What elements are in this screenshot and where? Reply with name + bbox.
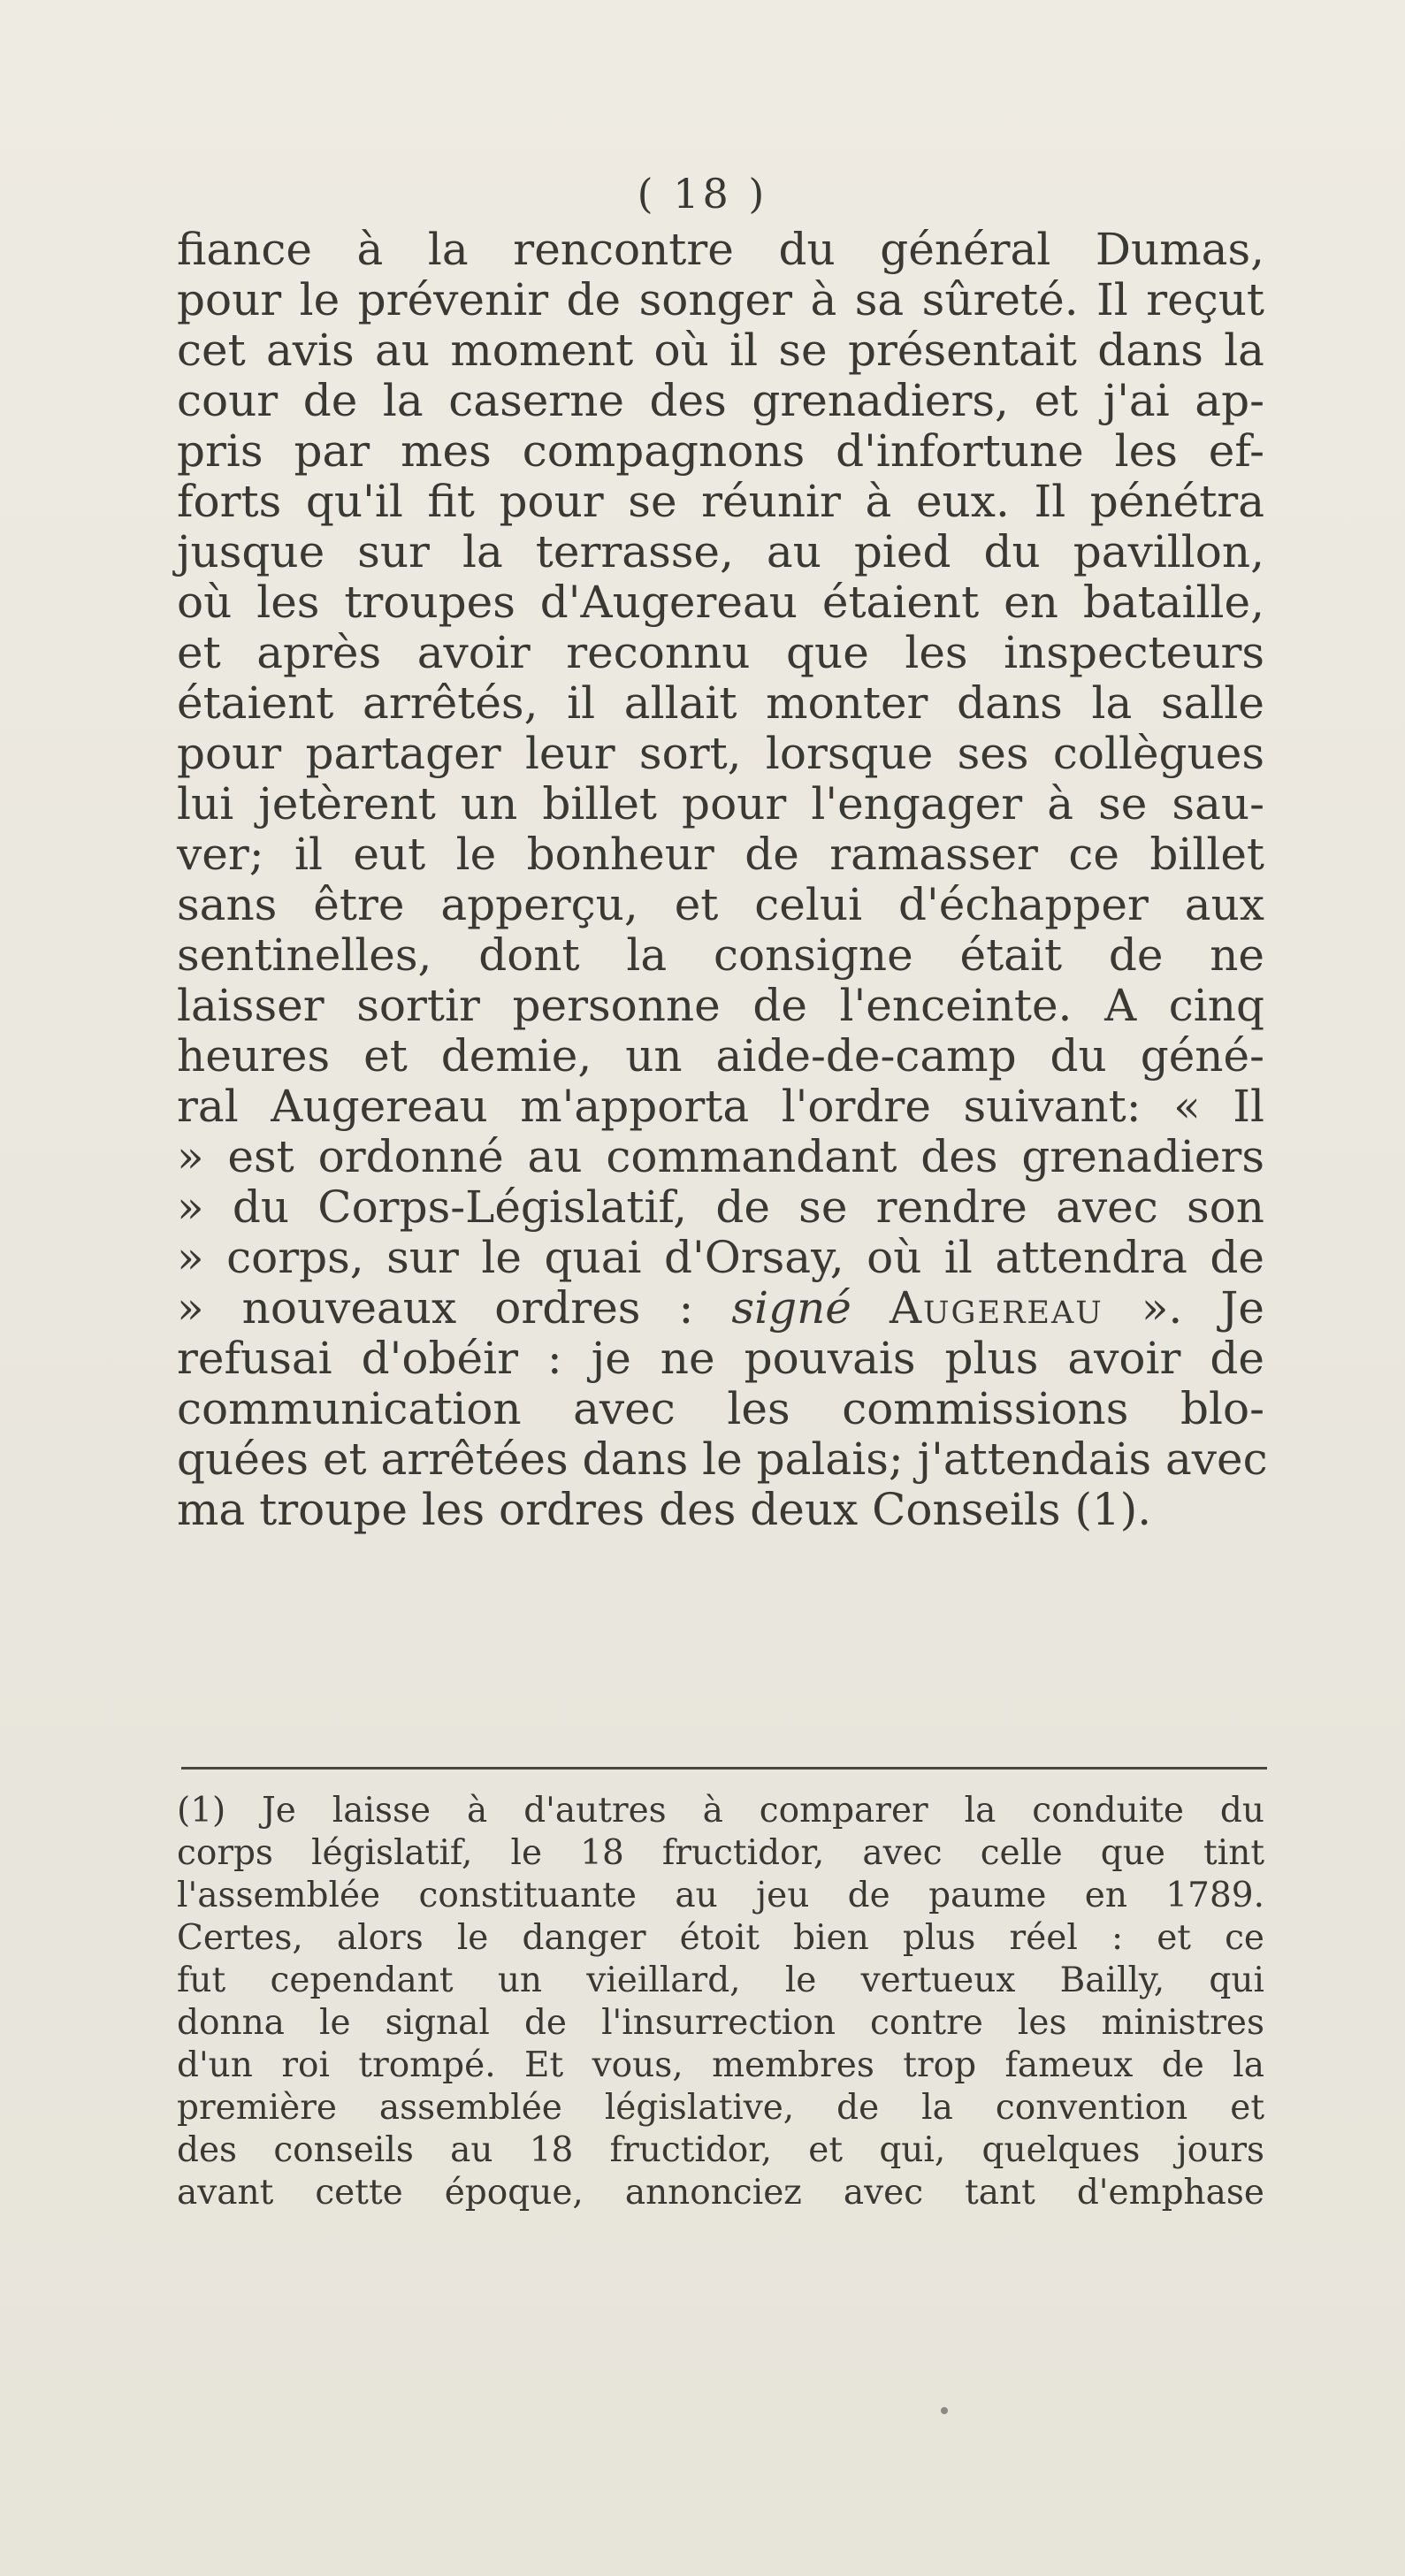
text-line: où les troupes d'Augereau étaient en bataille,	[177, 577, 1264, 628]
signatory-name: Augereau	[889, 1282, 1103, 1334]
line-end: ». Je	[1103, 1282, 1264, 1334]
footnote-line: avant cette époque, annonciez avec tant d'emphase	[177, 2173, 1264, 2213]
text-line: » corps, sur le quai d'Orsay, où il attendra de	[177, 1232, 1264, 1283]
footnote-line: (1) Je laisse à d'autres à comparer la conduite du	[177, 1791, 1264, 1831]
text-line: ver; il eut le bonheur de ramasser ce billet	[177, 829, 1264, 880]
text-line: » du Corps-Législatif, de se rendre avec son	[177, 1181, 1264, 1233]
footnote-line: des conseils au 18 fructidor, et qui, quelques jours	[177, 2130, 1264, 2170]
footnote-line: corps législatif, le 18 fructidor, avec celle que tint	[177, 1833, 1264, 1873]
text-line: fiance à la rencontre du général Dumas,	[177, 224, 1264, 275]
text-line: sans être apperçu, et celui d'échapper aux	[177, 879, 1264, 930]
text-line: refusai d'obéir : je ne pouvais plus avoir de	[177, 1333, 1264, 1384]
text-line-signature	[177, 1283, 1264, 1334]
footnote-line: d'un roi trompé. Et vous, membres trop fameux de la	[177, 2045, 1264, 2085]
footnote-line: Certes, alors le danger étoit bien plus réel : et ce	[177, 1918, 1264, 1958]
text-line: pris par mes compagnons d'infortune les ef-	[177, 425, 1264, 477]
footnote-divider	[181, 1767, 1267, 1770]
text-line: cet avis au moment où il se présentait dans la	[177, 325, 1264, 376]
text-line: et après avoir reconnu que les inspecteurs	[177, 627, 1264, 678]
footnote	[177, 1790, 1264, 2214]
text-line: cour de la caserne des grenadiers, et j'ai ap-	[177, 375, 1264, 426]
text-line: laisser sortir personne de l'enceinte. A cinq	[177, 980, 1264, 1031]
text-line: forts qu'il fit pour se réunir à eux. Il pénétra	[177, 476, 1264, 527]
text-line: ral Augereau m'apporta l'ordre suivant: « Il	[177, 1081, 1264, 1132]
ink-speck	[941, 2407, 948, 2414]
footnote-line: fut cependant un vieillard, le vertueux Bailly, qui	[177, 1961, 1264, 2000]
text-line: jusque sur la terrasse, au pied du pavillon,	[177, 526, 1264, 577]
text-line: quées et arrêtées dans le palais; j'attendais avec	[177, 1433, 1268, 1485]
signed-word: signé	[731, 1282, 851, 1334]
footnote-line: donna le signal de l'insurrection contre les ministres	[177, 2003, 1264, 2043]
text-line: communication avec les commissions blo-	[177, 1383, 1264, 1434]
text-line: pour le prévenir de songer à sa sûreté. Il reçut	[177, 274, 1264, 325]
text-line: lui jetèrent un billet pour l'engager à se sau-	[177, 778, 1264, 829]
text-line: étaient arrêtés, il allait monter dans la salle	[177, 677, 1264, 729]
text-line: heures et demie, un aide-de-camp du géné-	[177, 1030, 1264, 1082]
text-line: » est ordonné au commandant des grenadiers	[177, 1131, 1264, 1182]
text-line: pour partager leur sort, lorsque ses collègues	[177, 728, 1264, 779]
footnote-line: l'assemblée constituante au jeu de paume en 1789.	[177, 1876, 1264, 1915]
footnote-line: première assemblée législative, de la convention et	[177, 2088, 1264, 2128]
line-start: » nouveaux ordres :	[177, 1282, 732, 1334]
text-line: ma troupe les ordres des deux Conseils (1).	[177, 1484, 1152, 1535]
main-text	[177, 224, 1268, 1535]
page-number: ( 18 )	[637, 170, 768, 218]
text-line: sentinelles, dont la consigne était de ne	[177, 929, 1264, 981]
